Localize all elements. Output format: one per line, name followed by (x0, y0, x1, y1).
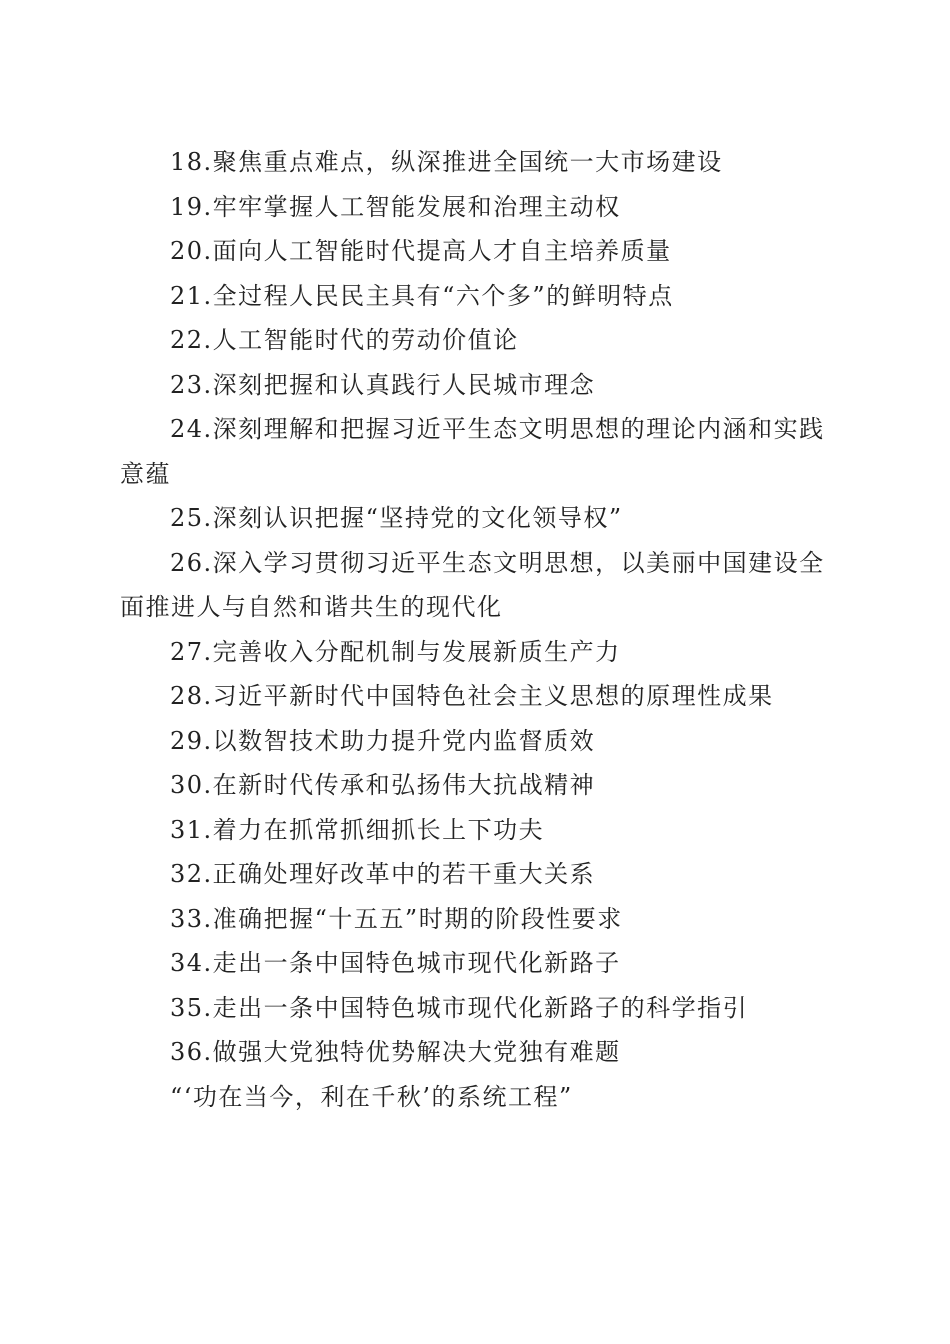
list-item: 26.深入学习贯彻习近平生态文明思想，以美丽中国建设全面推进人与自然和谐共生的现代化 (120, 548, 825, 621)
list-item: 36.做强大党独特优势解决大党独有难题 (170, 1038, 621, 1066)
list-item: 21.全过程人民民主具有“六个多”的鲜明特点 (170, 281, 674, 310)
list-item: 29.以数智技术助力提升党内监督质效 (170, 726, 596, 755)
list-item: 18.聚焦重点难点，纵深推进全国统一大市场建设 (170, 148, 723, 176)
title-list (120, 140, 830, 1119)
list-item: 25.深刻认识把握“坚持党的文化领导权” (170, 504, 623, 532)
list-item: 23.深刻把握和认真践行人民城市理念 (170, 370, 596, 399)
list-item: 28.习近平新时代中国特色社会主义思想的原理性成果 (170, 682, 774, 710)
list-item: 34.走出一条中国特色城市现代化新路子 (170, 949, 621, 977)
list-item: 30.在新时代传承和弘扬伟大抗战精神 (170, 771, 596, 799)
list-item: 19.牢牢掌握人工智能发展和治理主动权 (170, 192, 621, 221)
list-item: 24.深刻理解和把握习近平生态文明思想的理论内涵和实践意蕴 (120, 415, 825, 488)
list-item: 33.准确把握“十五五”时期的阶段性要求 (170, 904, 623, 933)
list-item: 35.走出一条中国特色城市现代化新路子的科学指引 (170, 993, 749, 1022)
list-item: “‘功在当今，利在千秋’的系统工程” (170, 1082, 573, 1111)
list-item: 22.人工智能时代的劳动价值论 (170, 326, 519, 354)
list-item: 20.面向人工智能时代提高人才自主培养质量 (170, 237, 672, 265)
list-item: 27.完善收入分配机制与发展新质生产力 (170, 637, 621, 666)
list-item: 31.着力在抓常抓细抓长上下功夫 (170, 815, 545, 844)
list-item: 32.正确处理好改革中的若干重大关系 (170, 860, 596, 888)
